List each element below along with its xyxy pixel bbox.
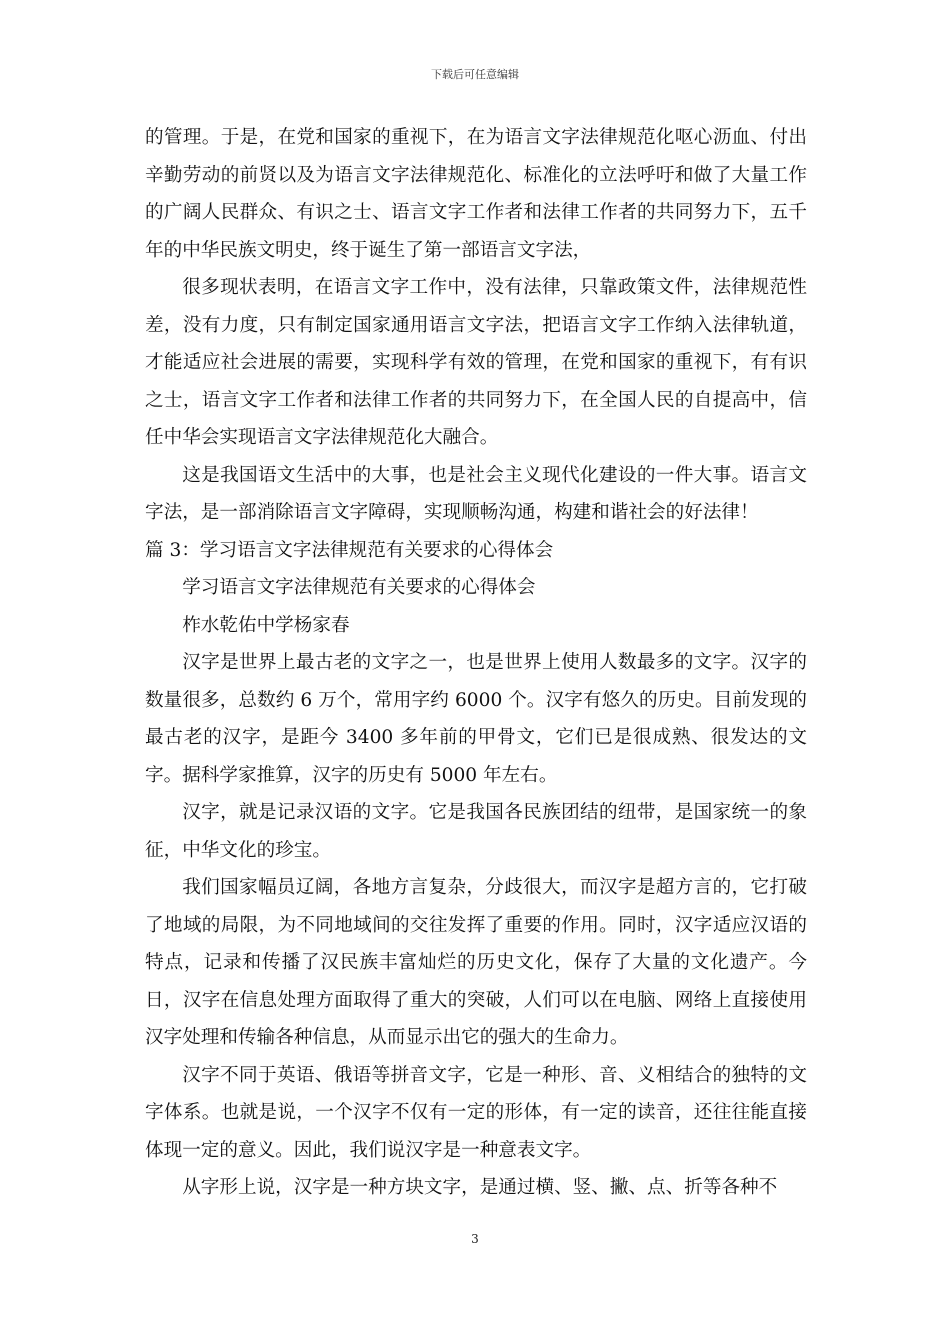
paragraph: 的管理。于是，在党和国家的重视下，在为语言文字法律规范化呕心沥血、付出辛勤劳动的前贤以及为语言文字法律规范化、标准化的立法呼吁和做了大量工作的广阔人民群众、有识之士、语言文字工作者和法律工作者的共同努力下，五千年的中华民族文明史，终于诞生了第一部语言文字法， [145, 127, 807, 261]
author-line: 柞水乾佑中学杨家春 [182, 614, 350, 636]
paragraph: 我们国家幅员辽阔，各地方言复杂，分歧很大，而汉字是超方言的，它打破了地域的局限，为不同地域间的交往发挥了重要的作用。同时，汉字适应汉语的特点，记录和传播了汉民族丰富灿烂的历史文化，保存了大量的文化遗产。今日，汉字在信息处理方面取得了重大的突破，人们可以在电脑、网络上直接使用汉字处理和传输各种信息，从而显示出它的强大的生命力。 [145, 877, 807, 1048]
document-body [145, 119, 807, 1207]
page-number: 3 [471, 1232, 479, 1246]
section-heading: 篇 3：学习语言文字法律规范有关要求的心得体会 [145, 539, 554, 561]
paragraph: 很多现状表明，在语言文字工作中，没有法律，只靠政策文件，法律规范性差，没有力度，只有制定国家通用语言文字法，把语言文字工作纳入法律轨道，才能适应社会进展的需要，实现科学有效的管理，在党和国家的重视下，有有识之士，语言文字工作者和法律工作者的共同努力下，在全国人民的自提高中，信任中华会实现语言文字法律规范化大融合。 [145, 277, 807, 448]
paragraph: 汉字不同于英语、俄语等拼音文字，它是一种形、音、义相结合的独特的文字体系。也就是说，一个汉字不仅有一定的形体，有一定的读音，还往往能直接体现一定的意义。因此，我们说汉字是一种意表文字。 [145, 1064, 807, 1161]
paragraph: 汉字，就是记录汉语的文字。它是我国各民族团结的纽带，是国家统一的象征，中华文化的珍宝。 [145, 802, 807, 861]
page-header: 下载后可任意编辑 [431, 68, 519, 81]
article-title: 学习语言文字法律规范有关要求的心得体会 [182, 577, 536, 598]
paragraph: 从字形上说，汉字是一种方块文字，是通过横、竖、撇、点、折等各种不 [182, 1177, 778, 1198]
paragraph: 汉字是世界上最古老的文字之一，也是世界上使用人数最多的文字。汉字的数量很多，总数约 6 万个，常用字约 6000 个。汉字有悠久的历史。目前发现的最古老的汉字，是距今 3400 多年前的甲骨文，它们已是很成熟、很发达的文字。据科学家推算，汉字的历史有 5000 年左右。 [145, 652, 807, 786]
paragraph: 这是我国语文生活中的大事，也是社会主义现代化建设的一件大事。语言文字法，是一部消除语言文字障碍，实现顺畅沟通，构建和谐社会的好法律！ [145, 464, 807, 523]
